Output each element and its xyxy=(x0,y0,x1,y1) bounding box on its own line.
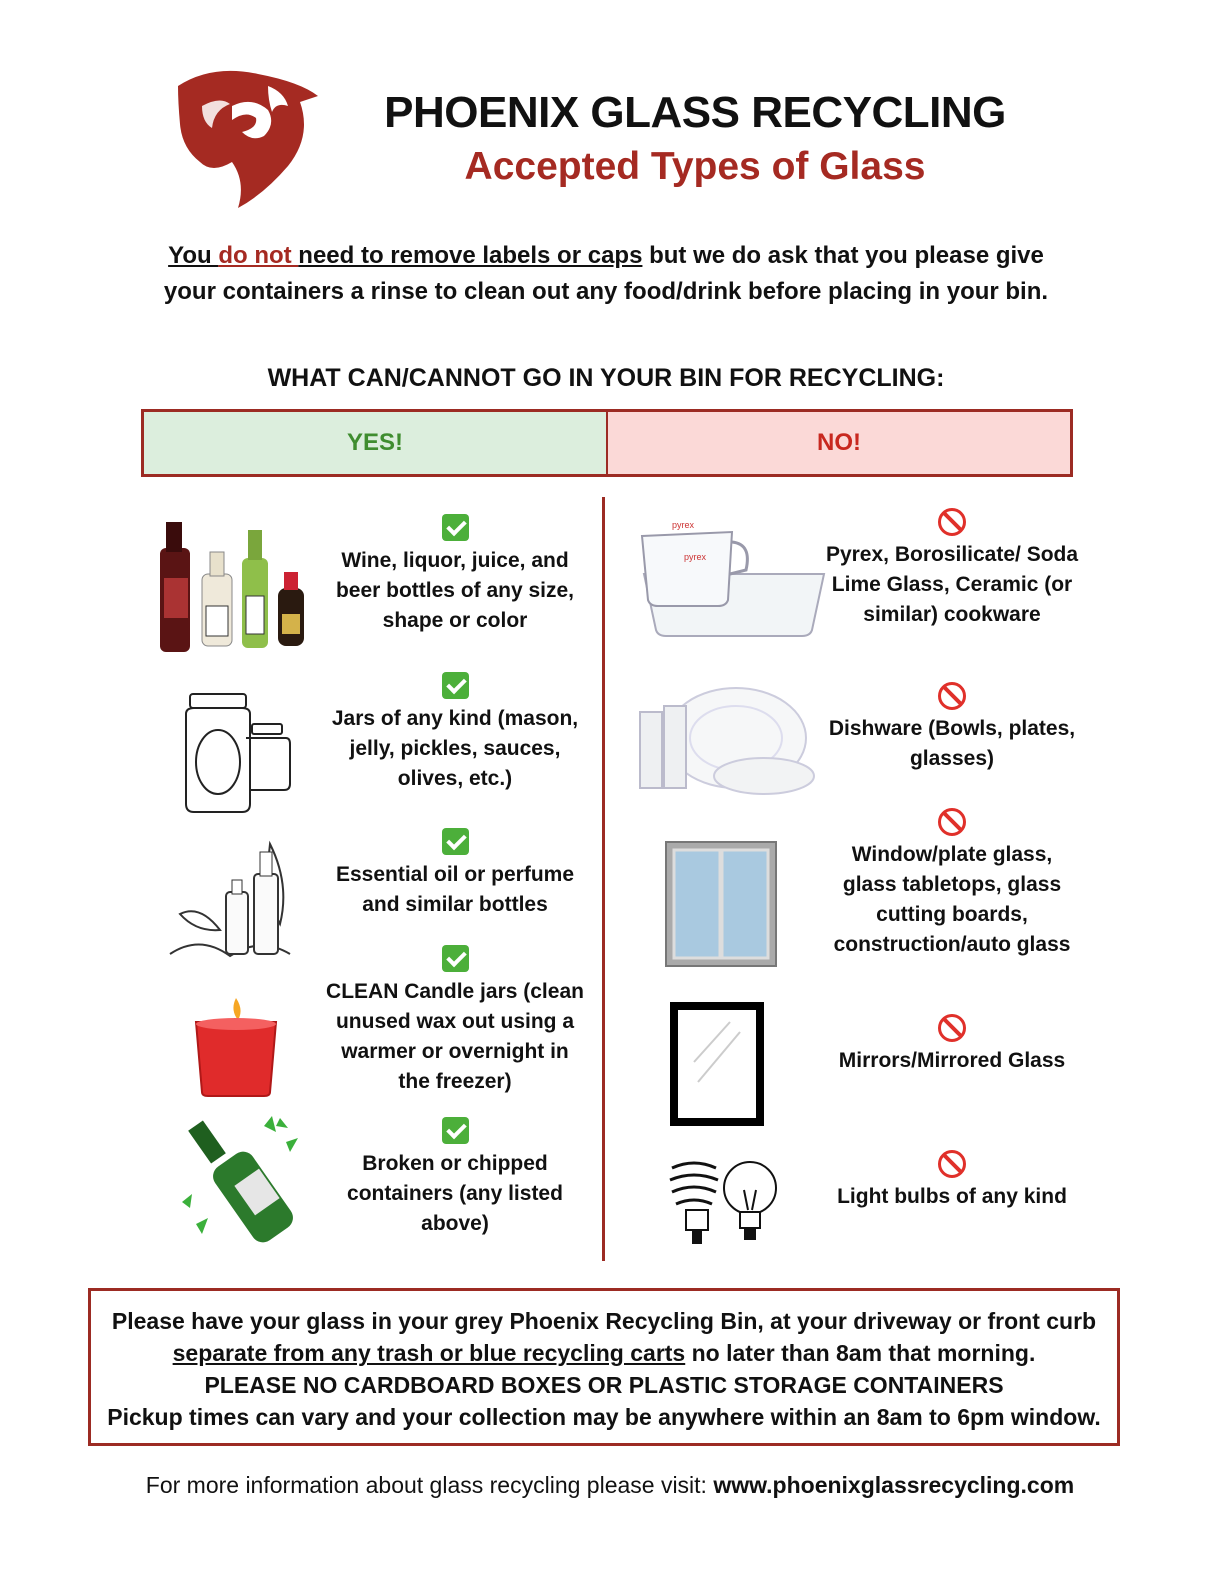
mirror-image xyxy=(670,1002,764,1126)
pickup-line-2 xyxy=(91,1337,1117,1369)
more-info-line xyxy=(60,1472,1160,1499)
intro-paragraph xyxy=(150,238,1062,310)
check-icon xyxy=(442,945,469,972)
check-icon xyxy=(442,672,469,699)
check-icon xyxy=(442,514,469,541)
no-item-2 xyxy=(822,682,1082,774)
intro-rinse-note: but we do ask that you please give your containers a rinse to clean out any food/drink before placing in your bin. xyxy=(163,242,1049,305)
pickup-separate-note: separate from any trash or blue recycling carts xyxy=(172,1340,686,1366)
yes-item-5-text: Broken or chipped containers (any listed above) xyxy=(347,1152,563,1235)
intro-do-not: do not xyxy=(218,242,299,269)
yes-item-4 xyxy=(326,945,584,1097)
pyrex-cookware-image xyxy=(636,518,832,640)
page-subtitle: Accepted Types of Glass xyxy=(464,145,926,188)
no-item-4-text: Mirrors/Mirrored Glass xyxy=(838,1049,1066,1072)
section-question: WHAT CAN/CANNOT GO IN YOUR BIN FOR RECYCLING: xyxy=(267,364,945,392)
mason-jars-image xyxy=(178,690,294,814)
broken-bottle-image xyxy=(168,1112,304,1248)
yes-column-header: YES! xyxy=(144,412,608,474)
prohibited-icon xyxy=(938,682,966,710)
yes-item-1 xyxy=(326,514,584,636)
no-item-4 xyxy=(822,1014,1082,1076)
website-link[interactable]: www.phoenixglassrecycling.com xyxy=(713,1472,1075,1498)
no-item-5-text: Light bulbs of any kind xyxy=(837,1185,1067,1208)
yes-item-3-text: Essential oil or perfume and similar bottles xyxy=(335,863,575,916)
pickup-instructions-box xyxy=(88,1288,1120,1446)
yes-item-5 xyxy=(326,1117,584,1239)
no-item-3-text: Window/plate glass, glass tabletops, glass cutting boards, construction/auto glass xyxy=(833,843,1071,956)
no-item-5 xyxy=(822,1150,1082,1212)
prohibited-icon xyxy=(938,808,966,836)
prohibited-icon xyxy=(938,1150,966,1178)
dishware-image xyxy=(634,684,816,802)
prohibited-icon xyxy=(938,1014,966,1042)
no-item-3 xyxy=(822,808,1082,960)
no-item-2-text: Dishware (Bowls, plates, glasses) xyxy=(828,717,1076,770)
more-info-text: For more information about glass recycling please visit: xyxy=(145,1472,714,1498)
yes-item-1-text: Wine, liquor, juice, and beer bottles of any size, shape or color xyxy=(335,549,575,632)
pickup-warning: PLEASE NO CARDBOARD BOXES OR PLASTIC STORAGE CONTAINERS xyxy=(204,1372,1004,1398)
pickup-time-note: no later than 8am that morning. xyxy=(685,1340,1036,1366)
yes-item-3 xyxy=(326,828,584,920)
prohibited-icon xyxy=(938,508,966,536)
no-column-header: NO! xyxy=(608,412,1070,474)
window-image xyxy=(662,838,780,970)
essential-oil-bottles-image xyxy=(160,834,302,976)
page-title: PHOENIX GLASS RECYCLING xyxy=(384,88,1006,137)
check-icon xyxy=(442,828,469,855)
yes-item-4-text: CLEAN Candle jars (clean unused wax out using a warmer or overnight in the freezer) xyxy=(326,980,584,1093)
bottles-image xyxy=(150,518,312,656)
pyrex-label: pyrex xyxy=(684,552,707,562)
intro-part1: You xyxy=(168,242,219,269)
yes-item-2 xyxy=(326,672,584,794)
yes-item-2-text: Jars of any kind (mason, jelly, pickles, sauces, olives, etc.) xyxy=(331,707,579,790)
intro-remove-labels: need to remove labels or caps xyxy=(298,242,643,269)
no-item-1-text: Pyrex, Borosilicate/ Soda Lime Glass, Ceramic (or similar) cookware xyxy=(825,543,1079,626)
candle-jar-image xyxy=(190,994,282,1098)
pickup-line-1: Please have your glass in your grey Phoenix Recycling Bin, at your driveway or front curb xyxy=(111,1308,1097,1334)
check-icon xyxy=(442,1117,469,1144)
no-item-1 xyxy=(822,508,1082,630)
pyrex-label-top: pyrex xyxy=(672,520,695,530)
yes-no-header xyxy=(141,409,1073,477)
pickup-window: Pickup times can vary and your collection may be anywhere within an 8am to 6pm window. xyxy=(107,1404,1101,1430)
phoenix-logo xyxy=(172,66,320,208)
light-bulbs-image xyxy=(664,1154,780,1250)
column-divider xyxy=(602,497,605,1261)
